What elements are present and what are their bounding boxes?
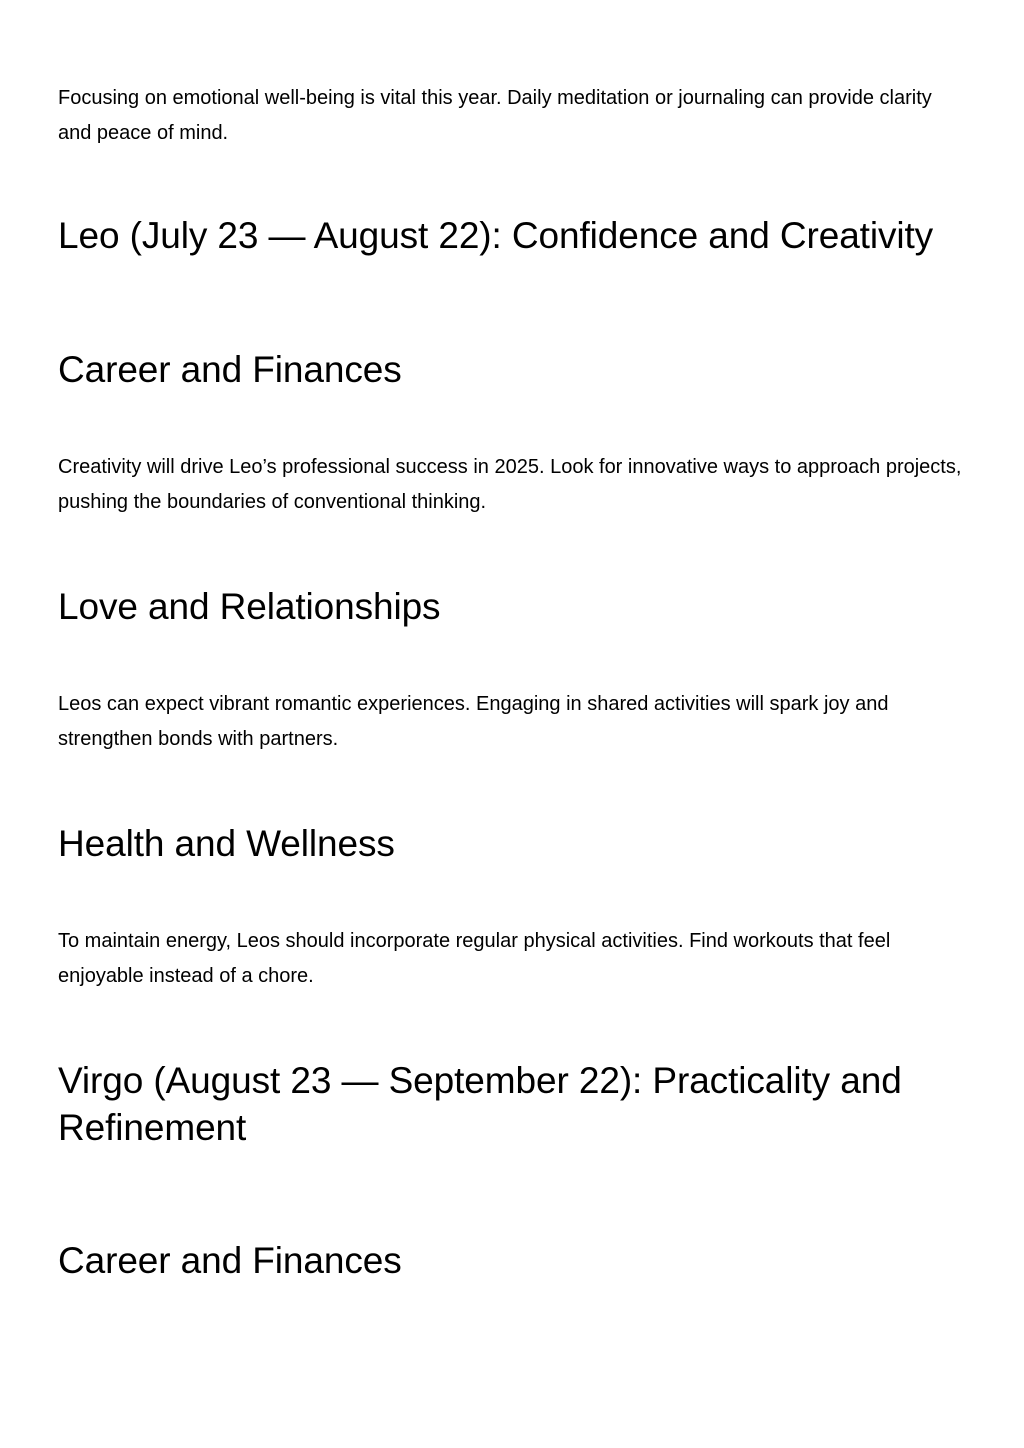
leo-love-heading: Love and Relationships (58, 586, 441, 627)
leo-section-heading: Leo (July 23 — August 22): Confidence and Creativity (58, 215, 934, 256)
virgo-section-heading: Virgo (August 23 — September 22): Practicality and Refinement (58, 1060, 902, 1148)
leo-career-paragraph: Creativity will drive Leo’s professional success in 2025. Look for innovative ways to approach projects, pushing the boundaries of conventional thinking. (58, 456, 962, 513)
leo-health-heading: Health and Wellness (58, 823, 395, 864)
leo-love-paragraph: Leos can expect vibrant romantic experiences. Engaging in shared activities will spark joy and strengthen bonds with partners. (58, 693, 889, 750)
leo-health-paragraph: To maintain energy, Leos should incorporate regular physical activities. Find workouts that feel enjoyable instead of a chore. (58, 930, 891, 987)
intro-paragraph: Focusing on emotional well-being is vital this year. Daily meditation or journaling can provide clarity and peace of mind. (58, 87, 932, 144)
virgo-career-heading: Career and Finances (58, 1240, 402, 1281)
leo-career-heading: Career and Finances (58, 349, 402, 390)
